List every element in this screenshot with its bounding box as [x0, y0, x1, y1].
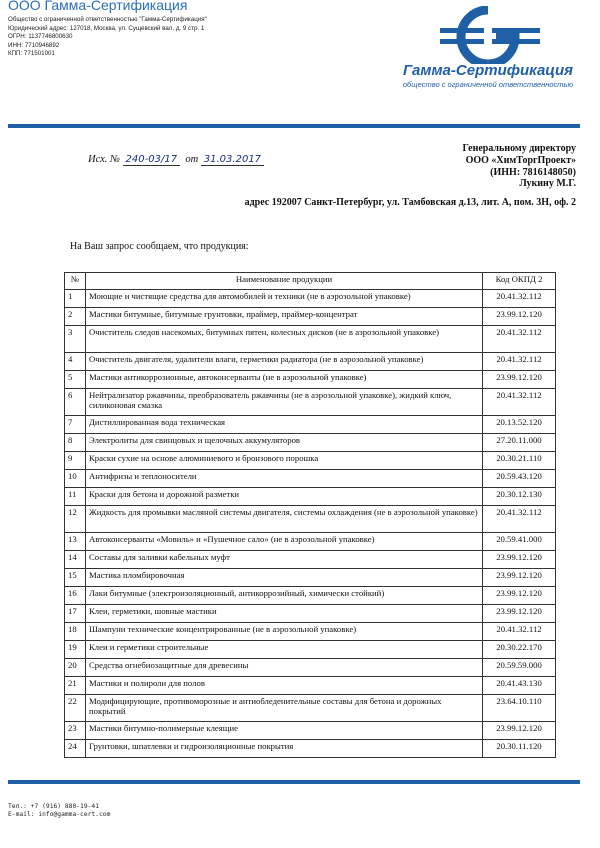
product-name: Автоконсерванты «Мовиль» и «Пушечное сало» (не в аэрозольной упаковке): [86, 533, 483, 551]
row-number: 22: [65, 695, 86, 722]
okpd-code: 20.30.11.120: [483, 740, 556, 758]
table-row: [65, 587, 556, 605]
product-name: Антифризы и теплоносители: [86, 470, 483, 488]
ref-date: 31.03.2017: [201, 154, 264, 166]
gamma-logo-icon: [432, 6, 544, 64]
table-row: [65, 533, 556, 551]
table-row: [65, 569, 556, 587]
letterhead: [8, 0, 207, 59]
product-name: Лаки битумные (электроизоляционный, антикоррозийный, химически стойкий): [86, 587, 483, 605]
ref-date-label: от: [185, 154, 199, 165]
okpd-code: 20.59.43.120: [483, 470, 556, 488]
header-code: Код ОКПД 2: [483, 273, 556, 290]
table-row: [65, 290, 556, 308]
product-name: Дистиллированная вода техническая: [86, 416, 483, 434]
product-name: Мастики битумные, битумные грунтовки, праймер, праймер-концентрат: [86, 308, 483, 326]
product-name: Краски для бетона и дорожной разметки: [86, 488, 483, 506]
okpd-code: 20.41.32.112: [483, 623, 556, 641]
table-row: [65, 416, 556, 434]
okpd-code: 23.99.12.120: [483, 569, 556, 587]
footer-email: E-mail: info@gamma-cert.com: [8, 811, 111, 819]
row-number: 7: [65, 416, 86, 434]
letterhead-line: ИНН: 7710946892: [8, 41, 60, 49]
addressee-line: ООО «ХимТоргПроект»: [465, 154, 576, 166]
outgoing-reference: [88, 154, 264, 166]
product-name: Электролиты для свинцовых и щелочных аккумуляторов: [86, 434, 483, 452]
okpd-code: 20.41.32.112: [483, 353, 556, 371]
table-row: [65, 722, 556, 740]
table-row: [65, 551, 556, 569]
table-row: [65, 326, 556, 353]
okpd-code: 20.30.22.170: [483, 641, 556, 659]
header-number: №: [65, 273, 86, 290]
table-row: [65, 605, 556, 623]
logo-name: Гамма-Сертификация: [403, 62, 573, 79]
okpd-code: 20.13.52.120: [483, 416, 556, 434]
okpd-code: 23.64.10.110: [483, 695, 556, 722]
table-row: [65, 452, 556, 470]
okpd-code: 23.99.12.120: [483, 587, 556, 605]
row-number: 2: [65, 308, 86, 326]
okpd-code: 20.30.12.130: [483, 488, 556, 506]
okpd-code: 23.99.12.120: [483, 371, 556, 389]
product-name: Очиститель двигателя, удалители влаги, герметики радиатора (не в аэрозольной упаковке): [86, 353, 483, 371]
okpd-code: 20.41.32.112: [483, 389, 556, 416]
table-row: [65, 695, 556, 722]
row-number: 23: [65, 722, 86, 740]
row-number: 19: [65, 641, 86, 659]
product-name: Клеи и герметики строительные: [86, 641, 483, 659]
okpd-code: 20.41.43.130: [483, 677, 556, 695]
letterhead-line: Общество с ограниченной ответственностью "Гамма-Сертификация": [8, 16, 207, 23]
product-name: Грунтовки, шпатлевки и гидроизоляционные покрытия: [86, 740, 483, 758]
okpd-code: 20.41.32.112: [483, 326, 556, 353]
product-name: Мастики антикоррозионные, автоконсерванты (не в аэрозольной упаковке): [86, 371, 483, 389]
company-logo: [388, 0, 588, 100]
header-name: Наименование продукции: [86, 273, 483, 290]
table-row: [65, 371, 556, 389]
row-number: 12: [65, 506, 86, 533]
table-row: [65, 677, 556, 695]
footer-divider: [8, 780, 580, 784]
row-number: 15: [65, 569, 86, 587]
okpd-code: 20.59.41.000: [483, 533, 556, 551]
letterhead-line: ОГРН: 1137746800630: [8, 33, 73, 41]
okpd-code: 20.59.59.000: [483, 659, 556, 677]
footer-phone: Тел.: +7 (916) 880-19-41: [8, 803, 99, 810]
row-number: 16: [65, 587, 86, 605]
table-row: [65, 353, 556, 371]
product-name: Моющие и чистящие средства для автомобилей и техники (не в аэрозольной упаковке): [86, 290, 483, 308]
table-row: [65, 308, 556, 326]
row-number: 20: [65, 659, 86, 677]
table-header-row: [65, 273, 556, 290]
okpd-code: 27.20.11.000: [483, 434, 556, 452]
row-number: 4: [65, 353, 86, 371]
okpd-code: 23.99.12.120: [483, 308, 556, 326]
okpd-code: 20.41.32.112: [483, 506, 556, 533]
addressee-address: адрес 192007 Санкт-Петербург, ул. Тамбовская д.13, лит. А, пом. 3Н, оф. 2: [244, 197, 576, 208]
product-name: Мастики битумно-полимерные клеящие: [86, 722, 483, 740]
table-row: [65, 659, 556, 677]
product-name: Мастика пломбировочная: [86, 569, 483, 587]
product-name: Нейтрализатор ржавчины, преобразователь ржавчины (не в аэрозольной упаковке), жидкий ключ, силиконовая смазка: [86, 389, 483, 416]
row-number: 9: [65, 452, 86, 470]
row-number: 17: [65, 605, 86, 623]
row-number: 13: [65, 533, 86, 551]
row-number: 8: [65, 434, 86, 452]
addressee-line: (ИНН: 7816148050): [490, 166, 576, 178]
product-name: Клеи, герметики, шовные мастики: [86, 605, 483, 623]
product-name: Жидкость для промывки масляной системы двигателя, системы охлаждения (не в аэрозольной упаковке): [86, 506, 483, 533]
addressee-block: [463, 143, 576, 190]
row-number: 10: [65, 470, 86, 488]
addressee-line: Генеральному директору: [462, 143, 576, 154]
row-number: 11: [65, 488, 86, 506]
letterhead-line: Юридический адрес: 127018, Москва, ул. Сущевский вал, д. 9 стр. 1: [8, 24, 205, 32]
row-number: 21: [65, 677, 86, 695]
row-number: 18: [65, 623, 86, 641]
table-row: [65, 641, 556, 659]
ref-number-label: Исх. №: [88, 154, 120, 165]
company-name: ООО Гамма-Сертификация: [8, 0, 188, 13]
row-number: 6: [65, 389, 86, 416]
okpd-code: 20.30.21.110: [483, 452, 556, 470]
table-row: [65, 623, 556, 641]
table-row: [65, 488, 556, 506]
table-row: [65, 506, 556, 533]
product-name: Краски сухие на основе алюминиевого и бронзового порошка: [86, 452, 483, 470]
row-number: 24: [65, 740, 86, 758]
okpd-code: 20.41.32.112: [483, 290, 556, 308]
product-name: Средства огнебиозащитные для древесины: [86, 659, 483, 677]
row-number: 3: [65, 326, 86, 353]
table-row: [65, 434, 556, 452]
row-number: 1: [65, 290, 86, 308]
products-table: [64, 272, 556, 758]
footer-contacts: [8, 803, 110, 819]
product-name: Шампуни технические концентрированные (не в аэрозольной упаковке): [86, 623, 483, 641]
addressee-line: Лукину М.Г.: [519, 178, 576, 190]
table-row: [65, 740, 556, 758]
okpd-code: 23.99.12.120: [483, 551, 556, 569]
okpd-code: 23.99.12.120: [483, 722, 556, 740]
row-number: 5: [65, 371, 86, 389]
table-row: [65, 470, 556, 488]
header-divider: [8, 124, 580, 128]
logo-subtitle: общество с ограниченной ответственностью: [402, 80, 574, 89]
ref-number: 240-03/17: [123, 154, 181, 166]
letterhead-line: КПП: 771501001: [8, 50, 55, 58]
intro-text: На Ваш запрос сообщаем, что продукция:: [70, 241, 249, 252]
row-number: 14: [65, 551, 86, 569]
product-name: Очиститель следов насекомых, битумных пятен, колесных дисков (не в аэрозольной упаковке): [86, 326, 483, 353]
product-name: Составы для заливки кабельных муфт: [86, 551, 483, 569]
product-name: Мастики и полироли для полов: [86, 677, 483, 695]
table-row: [65, 389, 556, 416]
okpd-code: 23.99.12.120: [483, 605, 556, 623]
product-name: Модифицирующие, противоморозные и антиобледенительные составы для бетона и дорожных покрытий: [86, 695, 483, 722]
